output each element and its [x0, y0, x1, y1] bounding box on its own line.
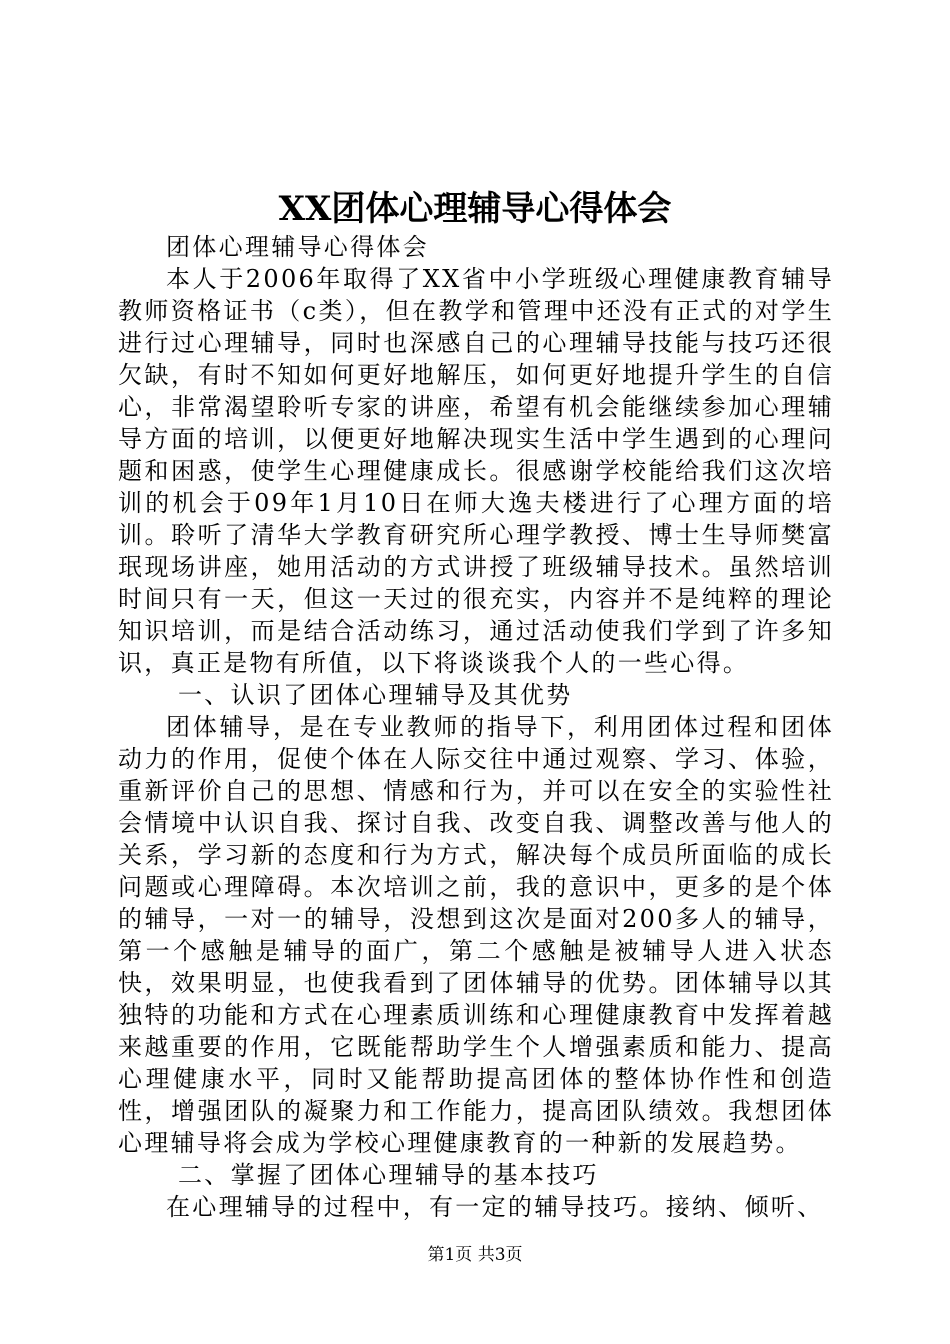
page-footer: 第1页 共3页: [427, 1245, 523, 1265]
document-title: XX团体心理辅导心得体会: [278, 189, 672, 229]
section-heading-2: 二、掌握了团体心理辅导的基本技巧: [178, 1161, 599, 1189]
intro-paragraph: 本人于2006年取得了XX省中小学班级心理健康教育辅导教师资格证书（c类），但在教学和管理中还没有正式的对学生进行过心理辅导，同时也深感自己的心理辅导技能与技巧还很欠缺，有时不知如何更好地解压，如何更好地提升学生的自信心，非常渴望聆听专家的讲座，希望有机会能继续参加心理辅导方面的培训，以便更好地解决现实生活中学生遇到的心理问题和困惑，使学生心理健康成长。很感谢学校能给我们这次培训的机会于09年1月10日在师大逸夫楼进行了心理方面的培训。聆听了清华大学教育研究所心理学教授、博士生导师樊富珉现场讲座，她用活动的方式讲授了班级辅导技术。虽然培训时间只有一天，但这一天过的很充实，内容并不是纯粹的理论知识培训，而是结合活动练习，通过活动使我们学到了许多知识，真正是物有所值，以下将谈谈我个人的一些心得。: [118, 265, 834, 677]
subtitle-paragraph: 团体心理辅导心得体会: [166, 233, 429, 261]
section-2-paragraph: 在心理辅导的过程中，有一定的辅导技巧。接纳、倾听、: [166, 1193, 824, 1221]
section-1-paragraph: 团体辅导，是在专业教师的指导下，利用团体过程和团体动力的作用，促使个体在人际交往中通过观察、学习、体验，重新评价自己的思想、情感和行为，并可以在安全的实验性社会情境中认识自我、探讨自我、改变自我、调整改善与他人的关系，学习新的态度和行为方式，解决每个成员所面临的成长问题或心理障碍。本次培训之前，我的意识中，更多的是个体的辅导，一对一的辅导，没想到这次是面对200多人的辅导，第一个感触是辅导的面广，第二个感触是被辅导人进入状态快，效果明显，也使我看到了团体辅导的优势。团体辅导以其独特的功能和方式在心理素质训练和心理健康教育中发挥着越来越重要的作用，它既能帮助学生个人增强素质和能力、提高心理健康水平，同时又能帮助提高团体的整体协作性和创造性，增强团队的凝聚力和工作能力，提高团队绩效。我想团体心理辅导将会成为学校心理健康教育的一种新的发展趋势。: [118, 713, 834, 1157]
document-body: [118, 231, 834, 1223]
section-heading-1: 一、认识了团体心理辅导及其优势: [178, 681, 573, 709]
